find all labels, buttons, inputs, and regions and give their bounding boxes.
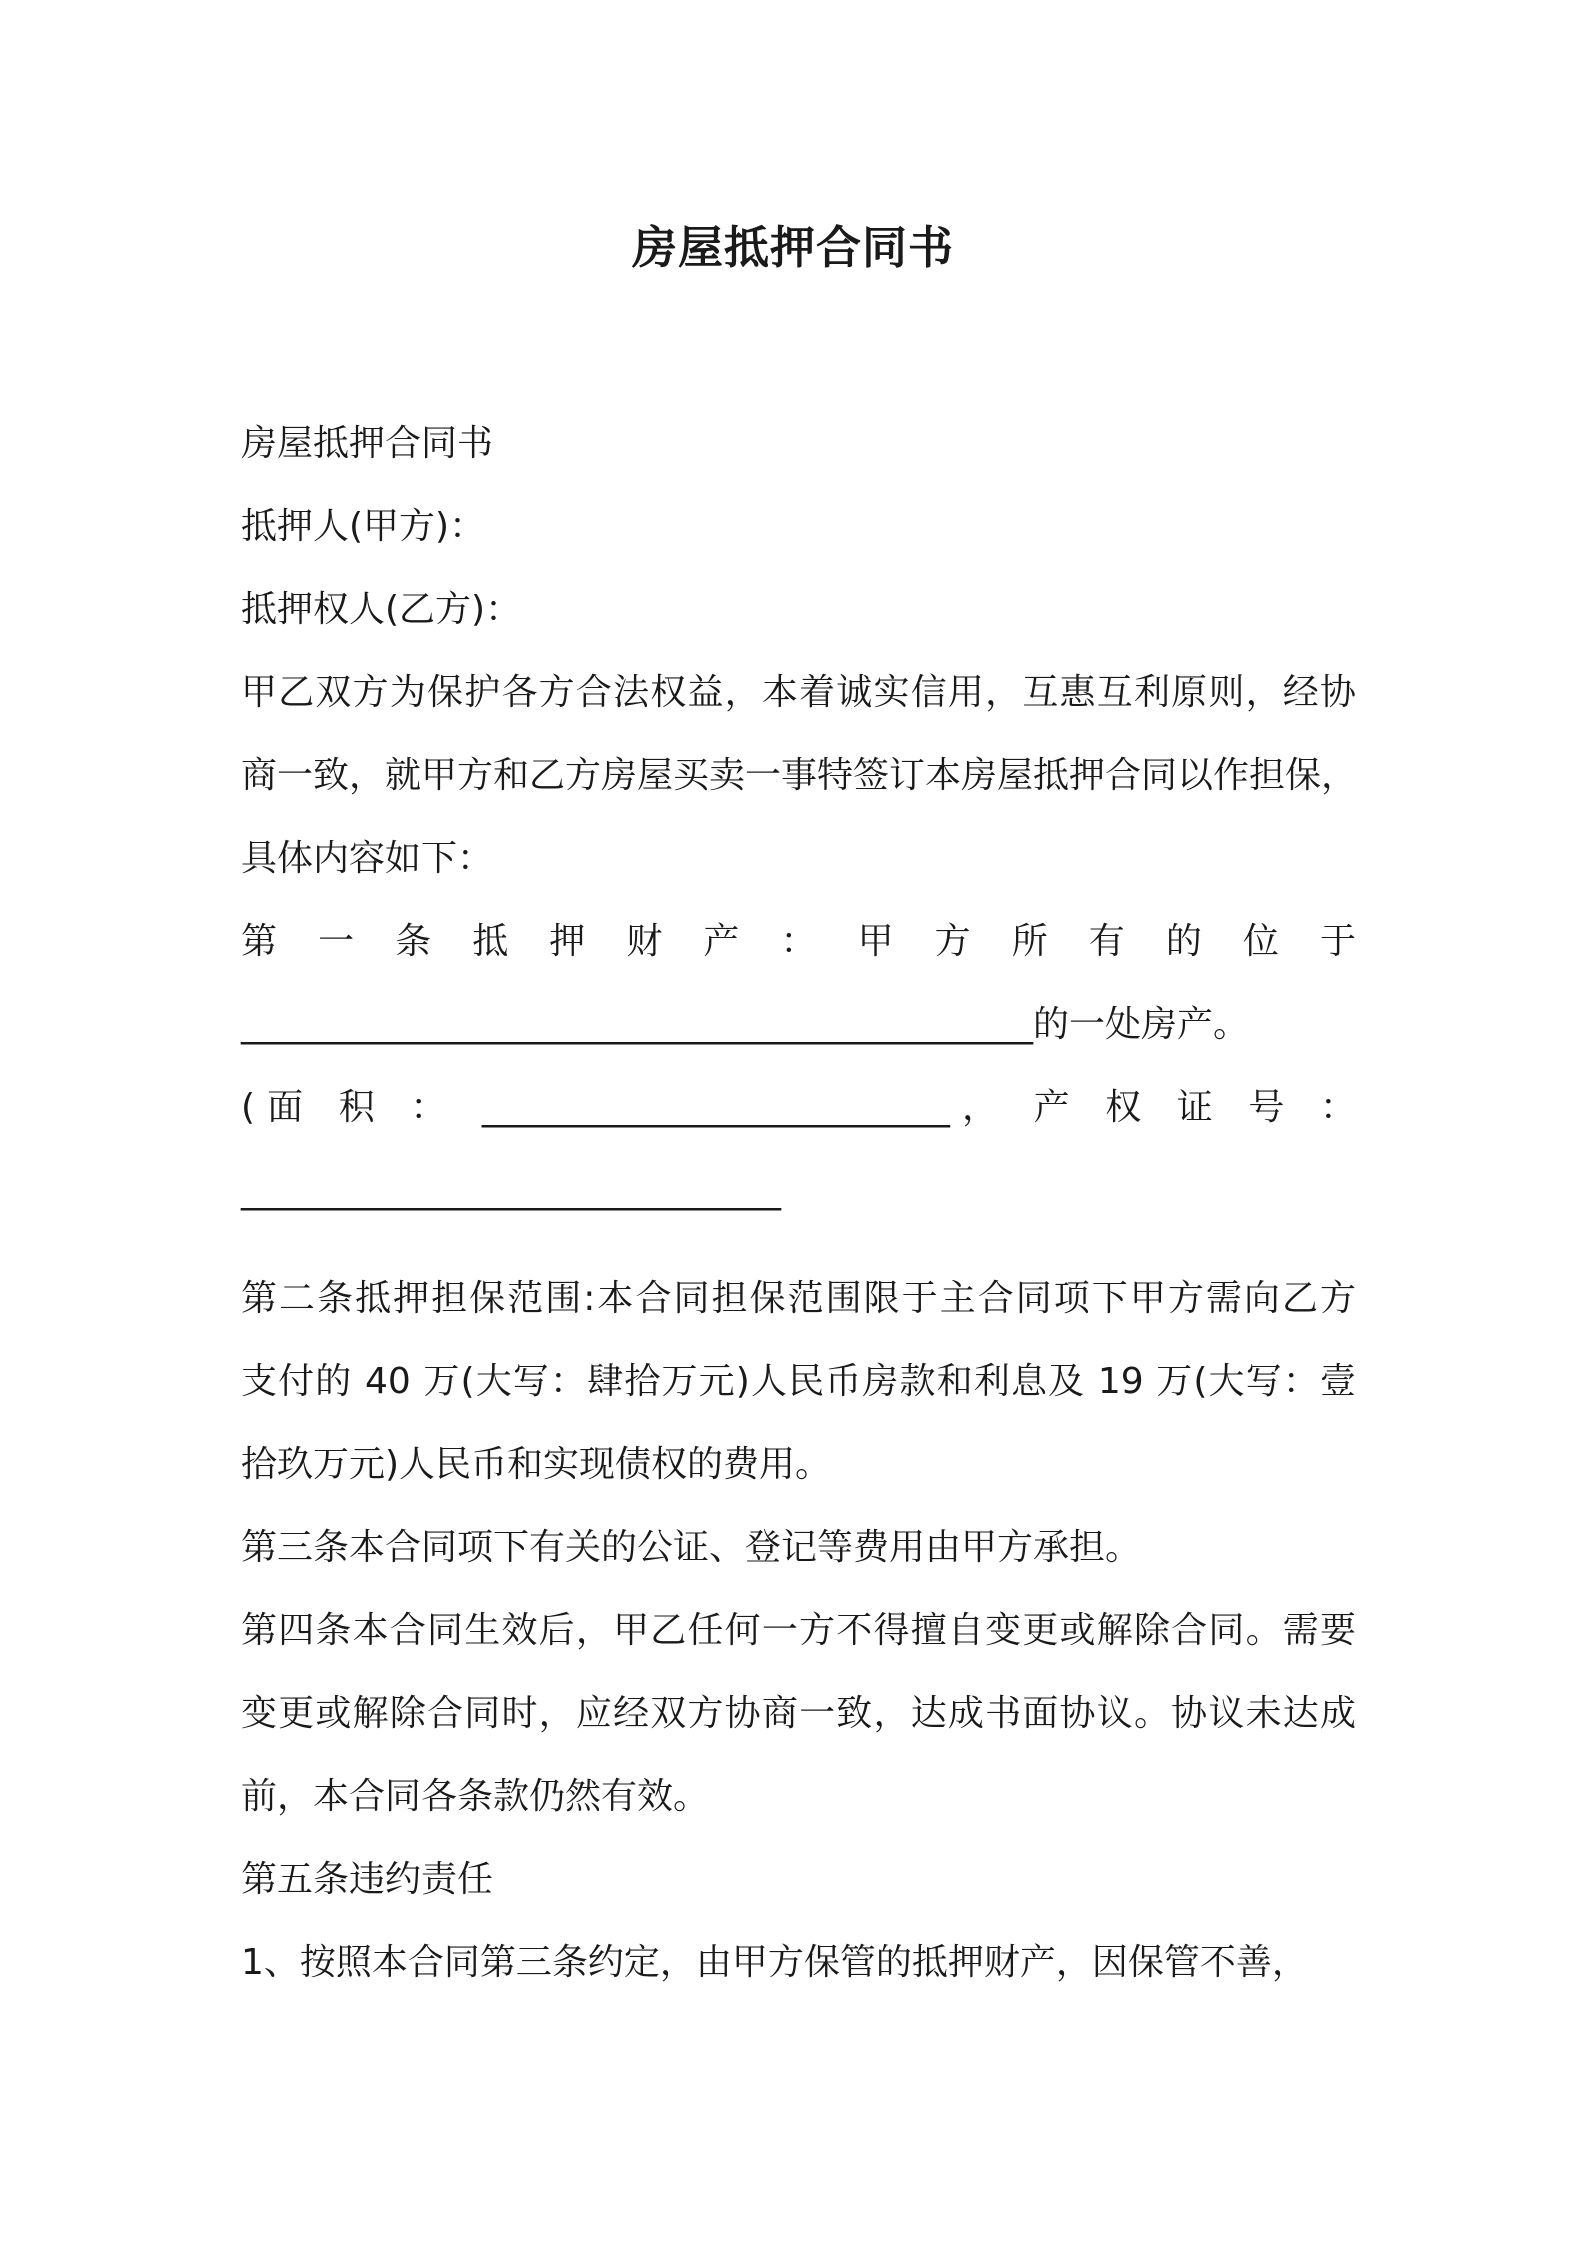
- article-2-line: 拾玖万元)人民币和实现债权的费用。: [241, 1444, 832, 1485]
- mortgagee-line: 抵押权人(乙方)：: [241, 589, 522, 630]
- article-1-line: (面 积 ： __________________________， 产 权 证 号 ：: [241, 1087, 1356, 1128]
- body-heading: 房屋抵押合同书: [241, 423, 494, 464]
- article-3-line: 第三条本合同项下有关的公证、登记等费用由甲方承担。: [241, 1527, 1142, 1568]
- article-1-line: ______________________________: [241, 1170, 781, 1211]
- preamble-line: 甲乙双方为保护各方合法权益，本着诚实信用，互惠互利原则，经协: [241, 672, 1356, 713]
- mortgagor-line: 抵押人(甲方)：: [241, 506, 486, 547]
- document-body: [241, 402, 1356, 2004]
- article-5-item-1-line: 1、按照本合同第三条约定，由甲方保管的抵押财产，因保管不善，: [241, 1942, 1308, 1983]
- article-4-line: 变更或解除合同时，应经双方协商一致，达成书面协议。协议未达成: [241, 1693, 1356, 1734]
- article-4-line: 前，本合同各条款仍然有效。: [241, 1776, 710, 1817]
- article-5-heading: 第五条违约责任: [241, 1859, 494, 1900]
- preamble-line: 商一致，就甲方和乙方房屋买卖一事特签订本房屋抵押合同以作担保，: [241, 755, 1358, 796]
- article-1-line: ____________________________________________的一处房产。: [241, 1004, 1250, 1045]
- document-title: 房屋抵押合同书: [631, 221, 954, 274]
- preamble-line: 具体内容如下：: [241, 838, 494, 879]
- article-2-line: 支付的 40 万(大写：肆拾万元)人民币房款和利息及 19 万(大写：壹: [241, 1361, 1356, 1402]
- article-2-line: 第二条抵押担保范围:本合同担保范围限于主合同项下甲方需向乙方: [241, 1278, 1356, 1319]
- article-1-line: 第 一 条 抵 押 财 产 ： 甲 方 所 有 的 位 于: [241, 921, 1356, 962]
- article-4-line: 第四条本合同生效后，甲乙任何一方不得擅自变更或解除合同。需要: [241, 1610, 1356, 1651]
